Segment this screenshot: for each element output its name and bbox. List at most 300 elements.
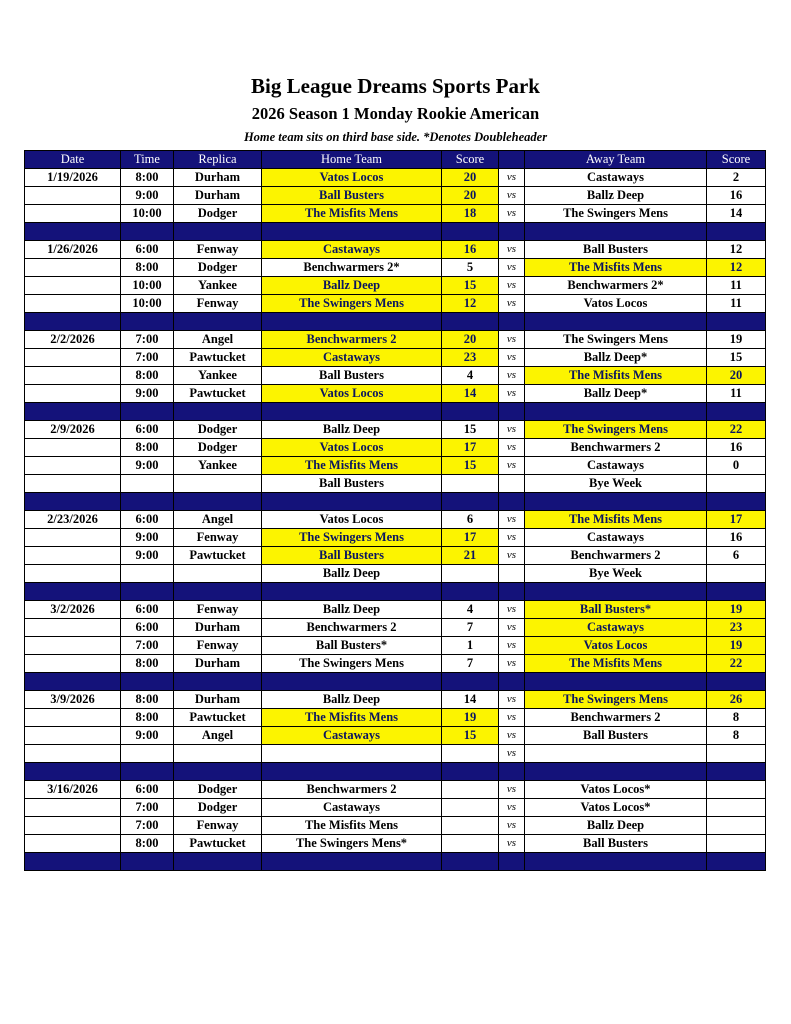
vs-cell: [499, 565, 525, 583]
replica-cell: Durham: [174, 187, 262, 205]
replica-cell: Fenway: [174, 241, 262, 259]
time-cell: 7:00: [121, 817, 174, 835]
date-cell: [25, 817, 121, 835]
away-score-cell: 22: [707, 421, 766, 439]
away-team-cell: The Misfits Mens: [525, 367, 707, 385]
time-cell: 7:00: [121, 331, 174, 349]
home-score-cell: 14: [442, 691, 499, 709]
home-team-cell: Ballz Deep: [262, 691, 442, 709]
date-cell: 3/2/2026: [25, 601, 121, 619]
game-row: [25, 655, 766, 673]
game-row: [25, 277, 766, 295]
replica-cell: Angel: [174, 727, 262, 745]
game-row: [25, 547, 766, 565]
home-score-cell: 21: [442, 547, 499, 565]
replica-cell: Pawtucket: [174, 385, 262, 403]
game-row: [25, 421, 766, 439]
away-team-cell: Vatos Locos*: [525, 799, 707, 817]
game-row: [25, 529, 766, 547]
away-score-cell: 8: [707, 709, 766, 727]
away-score-cell: 19: [707, 601, 766, 619]
week-separator: [25, 853, 766, 871]
away-team-cell: Benchwarmers 2*: [525, 277, 707, 295]
home-team-cell: Castaways: [262, 241, 442, 259]
vs-cell: vs: [499, 241, 525, 259]
time-cell: 6:00: [121, 241, 174, 259]
away-score-cell: 16: [707, 187, 766, 205]
vs-cell: vs: [499, 457, 525, 475]
replica-cell: Dodger: [174, 421, 262, 439]
vs-cell: vs: [499, 799, 525, 817]
home-team-cell: Vatos Locos: [262, 439, 442, 457]
away-score-cell: 26: [707, 691, 766, 709]
date-cell: [25, 259, 121, 277]
home-team-cell: The Swingers Mens: [262, 529, 442, 547]
home-score-cell: 15: [442, 457, 499, 475]
game-row: [25, 511, 766, 529]
time-cell: 8:00: [121, 709, 174, 727]
away-team-cell: Castaways: [525, 169, 707, 187]
date-cell: 1/26/2026: [25, 241, 121, 259]
home-score-cell: 6: [442, 511, 499, 529]
game-row: [25, 367, 766, 385]
home-team-cell: Benchwarmers 2: [262, 781, 442, 799]
away-score-cell: 19: [707, 331, 766, 349]
header-vs: [499, 151, 525, 169]
time-cell: 6:00: [121, 601, 174, 619]
replica-cell: Pawtucket: [174, 835, 262, 853]
week-separator: [25, 493, 766, 511]
replica-cell: Dodger: [174, 799, 262, 817]
home-score-cell: 5: [442, 259, 499, 277]
replica-cell: Dodger: [174, 205, 262, 223]
replica-cell: Yankee: [174, 457, 262, 475]
home-team-cell: Ball Busters: [262, 187, 442, 205]
time-cell: 10:00: [121, 277, 174, 295]
away-score-cell: 11: [707, 295, 766, 313]
away-score-cell: [707, 799, 766, 817]
away-score-cell: 22: [707, 655, 766, 673]
away-score-cell: 0: [707, 457, 766, 475]
date-cell: 2/2/2026: [25, 331, 121, 349]
schedule-note: Home team sits on third base side. *Denotes Doubleheader: [243, 130, 548, 144]
home-team-cell: Vatos Locos: [262, 511, 442, 529]
away-score-cell: [707, 745, 766, 763]
time-cell: [121, 565, 174, 583]
home-score-cell: 20: [442, 331, 499, 349]
schedule-table: [24, 150, 766, 871]
header-home-score: Score: [442, 151, 499, 169]
home-score-cell: 15: [442, 421, 499, 439]
away-team-cell: Vatos Locos*: [525, 781, 707, 799]
away-team-cell: Ball Busters*: [525, 601, 707, 619]
date-cell: 2/9/2026: [25, 421, 121, 439]
date-cell: [25, 709, 121, 727]
date-cell: [25, 529, 121, 547]
game-row: [25, 781, 766, 799]
home-score-cell: 20: [442, 169, 499, 187]
replica-cell: Yankee: [174, 367, 262, 385]
time-cell: 8:00: [121, 835, 174, 853]
vs-cell: vs: [499, 439, 525, 457]
vs-cell: vs: [499, 169, 525, 187]
replica-cell: Pawtucket: [174, 709, 262, 727]
away-team-cell: Vatos Locos: [525, 637, 707, 655]
away-score-cell: [707, 835, 766, 853]
away-team-cell: Benchwarmers 2: [525, 709, 707, 727]
vs-cell: vs: [499, 385, 525, 403]
home-score-cell: [442, 799, 499, 817]
home-score-cell: 4: [442, 601, 499, 619]
date-cell: [25, 565, 121, 583]
date-cell: [25, 349, 121, 367]
week-separator: [25, 583, 766, 601]
home-score-cell: 18: [442, 205, 499, 223]
vs-cell: vs: [499, 331, 525, 349]
game-row: [25, 619, 766, 637]
game-row: [25, 457, 766, 475]
away-team-cell: The Misfits Mens: [525, 511, 707, 529]
home-team-cell: The Swingers Mens*: [262, 835, 442, 853]
vs-cell: vs: [499, 619, 525, 637]
vs-cell: vs: [499, 259, 525, 277]
away-score-cell: 14: [707, 205, 766, 223]
away-team-cell: The Swingers Mens: [525, 691, 707, 709]
time-cell: 8:00: [121, 439, 174, 457]
vs-cell: vs: [499, 367, 525, 385]
home-score-cell: 15: [442, 727, 499, 745]
home-score-cell: [442, 835, 499, 853]
time-cell: 6:00: [121, 421, 174, 439]
game-row: [25, 241, 766, 259]
away-score-cell: 20: [707, 367, 766, 385]
home-score-cell: [442, 781, 499, 799]
away-score-cell: 16: [707, 529, 766, 547]
time-cell: 8:00: [121, 367, 174, 385]
replica-cell: Dodger: [174, 259, 262, 277]
home-score-cell: 17: [442, 439, 499, 457]
home-score-cell: 19: [442, 709, 499, 727]
date-cell: [25, 655, 121, 673]
away-score-cell: 8: [707, 727, 766, 745]
away-team-cell: [525, 745, 707, 763]
replica-cell: Dodger: [174, 439, 262, 457]
replica-cell: Angel: [174, 511, 262, 529]
home-team-cell: The Swingers Mens: [262, 295, 442, 313]
away-team-cell: Ballz Deep*: [525, 349, 707, 367]
away-team-cell: The Misfits Mens: [525, 655, 707, 673]
away-score-cell: 11: [707, 385, 766, 403]
away-team-cell: The Misfits Mens: [525, 259, 707, 277]
away-score-cell: 19: [707, 637, 766, 655]
time-cell: 6:00: [121, 619, 174, 637]
away-score-cell: 12: [707, 259, 766, 277]
replica-cell: [174, 475, 262, 493]
away-score-cell: [707, 781, 766, 799]
time-cell: 9:00: [121, 457, 174, 475]
header-row: [25, 151, 766, 169]
date-cell: 3/16/2026: [25, 781, 121, 799]
time-cell: 8:00: [121, 259, 174, 277]
time-cell: 8:00: [121, 691, 174, 709]
date-cell: [25, 835, 121, 853]
home-score-cell: 14: [442, 385, 499, 403]
away-team-cell: Castaways: [525, 619, 707, 637]
home-score-cell: 23: [442, 349, 499, 367]
date-cell: [25, 277, 121, 295]
away-score-cell: [707, 565, 766, 583]
time-cell: 7:00: [121, 799, 174, 817]
away-score-cell: 12: [707, 241, 766, 259]
away-score-cell: [707, 475, 766, 493]
replica-cell: Fenway: [174, 295, 262, 313]
away-team-cell: Ballz Deep*: [525, 385, 707, 403]
replica-cell: Dodger: [174, 781, 262, 799]
schedule-body: [25, 169, 766, 871]
home-team-cell: Castaways: [262, 799, 442, 817]
home-team-cell: Ballz Deep: [262, 277, 442, 295]
vs-cell: vs: [499, 709, 525, 727]
time-cell: 9:00: [121, 385, 174, 403]
away-team-cell: Castaways: [525, 457, 707, 475]
game-row: [25, 475, 766, 493]
date-cell: [25, 637, 121, 655]
vs-cell: vs: [499, 421, 525, 439]
home-score-cell: 17: [442, 529, 499, 547]
header-away-score: Score: [707, 151, 766, 169]
vs-cell: vs: [499, 835, 525, 853]
date-cell: 3/9/2026: [25, 691, 121, 709]
vs-cell: vs: [499, 727, 525, 745]
game-row: [25, 295, 766, 313]
date-cell: [25, 799, 121, 817]
replica-cell: [174, 745, 262, 763]
game-row: [25, 187, 766, 205]
home-score-cell: 15: [442, 277, 499, 295]
home-team-cell: Benchwarmers 2: [262, 619, 442, 637]
home-team-cell: The Misfits Mens: [262, 709, 442, 727]
home-team-cell: Benchwarmers 2: [262, 331, 442, 349]
week-separator: [25, 763, 766, 781]
vs-cell: vs: [499, 601, 525, 619]
time-cell: [121, 745, 174, 763]
away-team-cell: Benchwarmers 2: [525, 547, 707, 565]
header-away-team: Away Team: [525, 151, 707, 169]
away-team-cell: Ball Busters: [525, 835, 707, 853]
game-row: [25, 835, 766, 853]
time-cell: [121, 475, 174, 493]
home-team-cell: Ball Busters: [262, 475, 442, 493]
away-team-cell: Ball Busters: [525, 241, 707, 259]
home-team-cell: Ball Busters: [262, 547, 442, 565]
time-cell: 8:00: [121, 169, 174, 187]
replica-cell: Fenway: [174, 601, 262, 619]
away-team-cell: Castaways: [525, 529, 707, 547]
home-team-cell: Benchwarmers 2*: [262, 259, 442, 277]
vs-cell: vs: [499, 745, 525, 763]
date-cell: [25, 475, 121, 493]
time-cell: 9:00: [121, 529, 174, 547]
home-team-cell: Vatos Locos: [262, 385, 442, 403]
home-score-cell: [442, 475, 499, 493]
home-score-cell: 20: [442, 187, 499, 205]
home-team-cell: Ball Busters*: [262, 637, 442, 655]
date-cell: 2/23/2026: [25, 511, 121, 529]
home-score-cell: 4: [442, 367, 499, 385]
replica-cell: Durham: [174, 169, 262, 187]
game-row: [25, 727, 766, 745]
date-cell: [25, 205, 121, 223]
time-cell: 6:00: [121, 781, 174, 799]
vs-cell: vs: [499, 547, 525, 565]
time-cell: 10:00: [121, 205, 174, 223]
away-team-cell: Ballz Deep: [525, 187, 707, 205]
away-team-cell: Ball Busters: [525, 727, 707, 745]
vs-cell: vs: [499, 637, 525, 655]
header-home-team: Home Team: [262, 151, 442, 169]
home-team-cell: The Swingers Mens: [262, 655, 442, 673]
away-score-cell: 16: [707, 439, 766, 457]
game-row: [25, 259, 766, 277]
home-score-cell: 7: [442, 655, 499, 673]
home-team-cell: Vatos Locos: [262, 169, 442, 187]
vs-cell: vs: [499, 187, 525, 205]
replica-cell: Pawtucket: [174, 349, 262, 367]
home-score-cell: 16: [442, 241, 499, 259]
time-cell: 9:00: [121, 187, 174, 205]
page-subtitle: 2026 Season 1 Monday Rookie American: [251, 104, 540, 123]
home-score-cell: 7: [442, 619, 499, 637]
home-team-cell: The Misfits Mens: [262, 457, 442, 475]
vs-cell: vs: [499, 529, 525, 547]
vs-cell: vs: [499, 277, 525, 295]
header-date: Date: [25, 151, 121, 169]
away-team-cell: Bye Week: [525, 475, 707, 493]
away-team-cell: Ballz Deep: [525, 817, 707, 835]
game-row: [25, 691, 766, 709]
vs-cell: vs: [499, 655, 525, 673]
away-score-cell: 2: [707, 169, 766, 187]
date-cell: [25, 457, 121, 475]
game-row: [25, 439, 766, 457]
away-score-cell: 6: [707, 547, 766, 565]
week-separator: [25, 223, 766, 241]
game-row: [25, 709, 766, 727]
header-time: Time: [121, 151, 174, 169]
date-cell: 1/19/2026: [25, 169, 121, 187]
week-separator: [25, 673, 766, 691]
date-cell: [25, 187, 121, 205]
away-team-cell: Vatos Locos: [525, 295, 707, 313]
vs-cell: vs: [499, 691, 525, 709]
game-row: [25, 601, 766, 619]
replica-cell: Pawtucket: [174, 547, 262, 565]
date-cell: [25, 727, 121, 745]
replica-cell: Fenway: [174, 529, 262, 547]
home-team-cell: Ballz Deep: [262, 421, 442, 439]
away-score-cell: 15: [707, 349, 766, 367]
header-replica: Replica: [174, 151, 262, 169]
replica-cell: Durham: [174, 691, 262, 709]
time-cell: 8:00: [121, 655, 174, 673]
home-team-cell: The Misfits Mens: [262, 817, 442, 835]
date-cell: [25, 745, 121, 763]
away-score-cell: [707, 817, 766, 835]
home-team-cell: Castaways: [262, 349, 442, 367]
replica-cell: Fenway: [174, 817, 262, 835]
home-team-cell: Ballz Deep: [262, 565, 442, 583]
home-team-cell: Ballz Deep: [262, 601, 442, 619]
date-cell: [25, 547, 121, 565]
home-score-cell: 12: [442, 295, 499, 313]
replica-cell: Fenway: [174, 637, 262, 655]
game-row: [25, 349, 766, 367]
replica-cell: Yankee: [174, 277, 262, 295]
date-cell: [25, 619, 121, 637]
home-score-cell: [442, 817, 499, 835]
replica-cell: Angel: [174, 331, 262, 349]
replica-cell: [174, 565, 262, 583]
away-team-cell: The Swingers Mens: [525, 421, 707, 439]
vs-cell: vs: [499, 349, 525, 367]
away-team-cell: The Swingers Mens: [525, 205, 707, 223]
game-row: [25, 385, 766, 403]
game-row: [25, 817, 766, 835]
game-row: [25, 799, 766, 817]
away-score-cell: 23: [707, 619, 766, 637]
away-score-cell: 17: [707, 511, 766, 529]
replica-cell: Durham: [174, 619, 262, 637]
page-title: Big League Dreams Sports Park: [251, 74, 540, 98]
date-cell: [25, 367, 121, 385]
time-cell: 10:00: [121, 295, 174, 313]
game-row: [25, 745, 766, 763]
vs-cell: vs: [499, 295, 525, 313]
date-cell: [25, 385, 121, 403]
home-team-cell: Castaways: [262, 727, 442, 745]
home-score-cell: 1: [442, 637, 499, 655]
time-cell: 6:00: [121, 511, 174, 529]
game-row: [25, 637, 766, 655]
game-row: [25, 169, 766, 187]
vs-cell: vs: [499, 511, 525, 529]
vs-cell: vs: [499, 205, 525, 223]
away-team-cell: Bye Week: [525, 565, 707, 583]
game-row: [25, 565, 766, 583]
vs-cell: vs: [499, 781, 525, 799]
away-score-cell: 11: [707, 277, 766, 295]
home-team-cell: Ball Busters: [262, 367, 442, 385]
replica-cell: Durham: [174, 655, 262, 673]
home-team-cell: [262, 745, 442, 763]
home-team-cell: The Misfits Mens: [262, 205, 442, 223]
vs-cell: vs: [499, 817, 525, 835]
game-row: [25, 331, 766, 349]
date-cell: [25, 439, 121, 457]
away-team-cell: The Swingers Mens: [525, 331, 707, 349]
time-cell: 9:00: [121, 547, 174, 565]
week-separator: [25, 313, 766, 331]
away-team-cell: Benchwarmers 2: [525, 439, 707, 457]
time-cell: 7:00: [121, 637, 174, 655]
home-score-cell: [442, 745, 499, 763]
week-separator: [25, 403, 766, 421]
date-cell: [25, 295, 121, 313]
home-score-cell: [442, 565, 499, 583]
time-cell: 9:00: [121, 727, 174, 745]
game-row: [25, 205, 766, 223]
time-cell: 7:00: [121, 349, 174, 367]
